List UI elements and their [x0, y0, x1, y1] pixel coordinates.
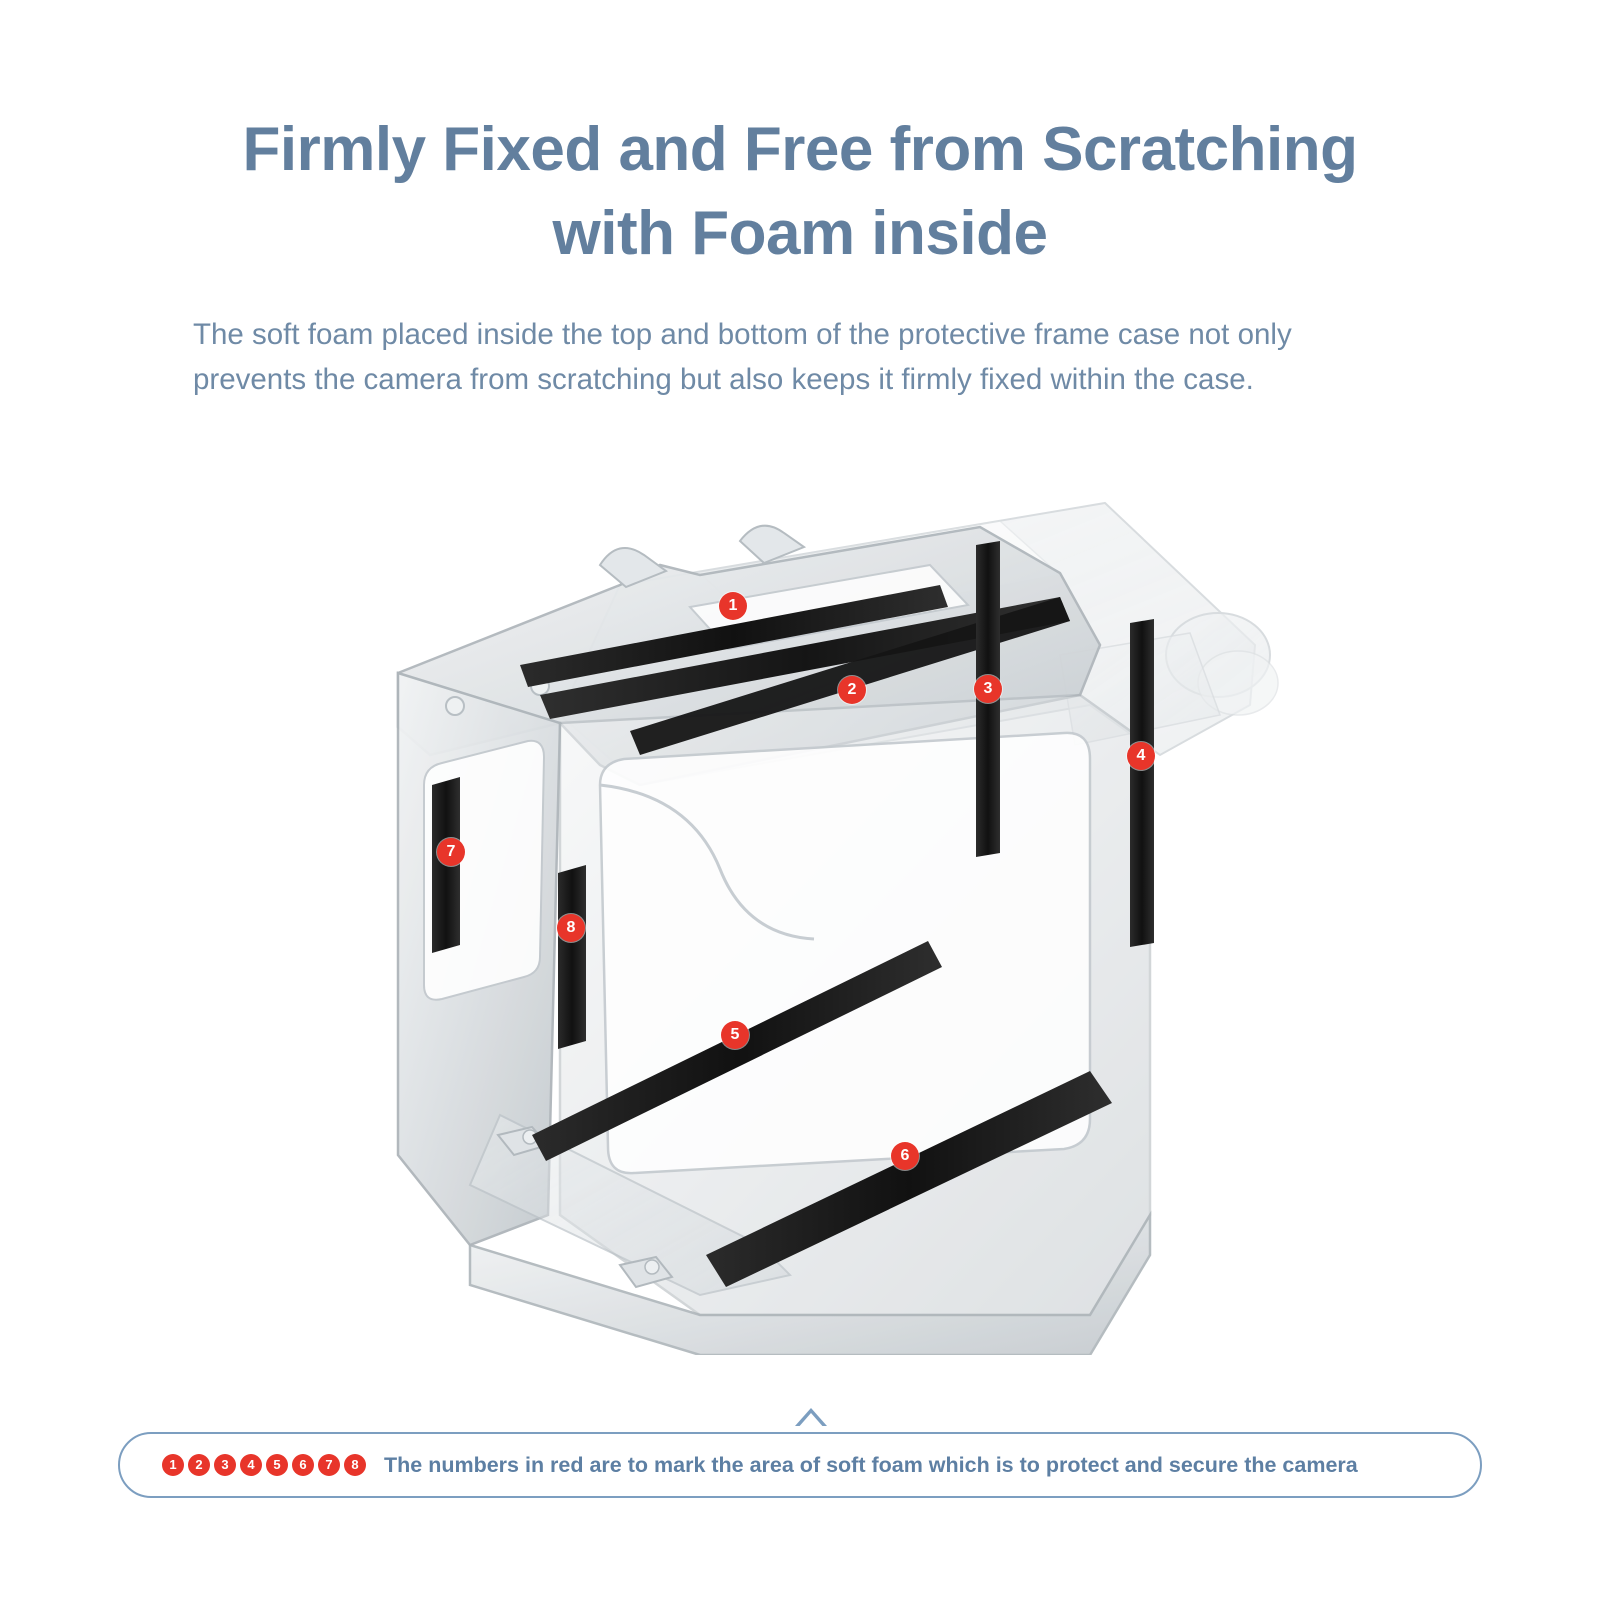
frame-case-illustration: [0, 455, 1600, 1355]
foam-marker-4: 4: [1127, 742, 1155, 770]
legend-dot-3: 3: [214, 1454, 236, 1476]
page-title: Firmly Fixed and Free from Scratching with Foam inside: [242, 115, 1358, 268]
foam-marker-2: 2: [838, 676, 866, 704]
legend-dot-5: 5: [266, 1454, 288, 1476]
legend-dot-1: 1: [162, 1454, 184, 1476]
foam-marker-3: 3: [974, 675, 1002, 703]
page-subtitle: The soft foam placed inside the top and bottom of the protective frame case not only prevents the camera from scratching but also keeps it firmly fixed within the case.: [193, 318, 1292, 397]
product-diagram: [0, 455, 1600, 1355]
header: [0, 0, 1600, 403]
foam-marker-5: 5: [721, 1021, 749, 1049]
legend-number-group: [162, 1454, 366, 1476]
legend-caption: The numbers in red are to mark the area of soft foam which is to protect and secure the camera: [384, 1452, 1358, 1477]
legend-dot-6: 6: [292, 1454, 314, 1476]
foam-marker-8: 8: [557, 914, 585, 942]
foam-strip-8: [558, 865, 586, 1049]
legend-dot-8: 8: [344, 1454, 366, 1476]
foam-strip-4: [1130, 619, 1154, 947]
foam-marker-1: 1: [719, 592, 747, 620]
legend-pointer-inner-icon: [797, 1413, 825, 1429]
foam-marker-6: 6: [891, 1142, 919, 1170]
legend-bar: [118, 1432, 1482, 1498]
legend-dot-2: 2: [188, 1454, 210, 1476]
legend-dot-7: 7: [318, 1454, 340, 1476]
foam-marker-7: 7: [437, 838, 465, 866]
legend-dot-4: 4: [240, 1454, 262, 1476]
